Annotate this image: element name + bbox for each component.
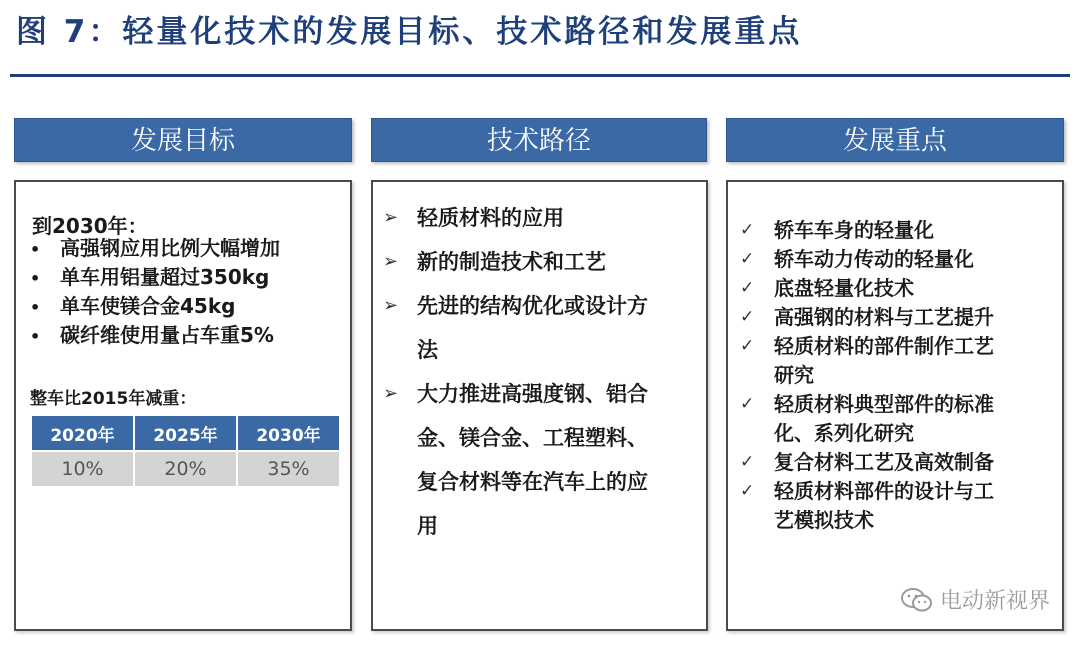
check-icon: ✓ (740, 452, 755, 472)
reduction-heading: 整车比2015年减重： (30, 389, 197, 409)
list-item: • 高强钢应用比例大幅增加 (30, 234, 280, 263)
table-cell: 10% (32, 450, 133, 486)
table-header-row (32, 416, 339, 450)
wechat-icon (900, 587, 934, 613)
list-item-text: 高强钢的材料与工艺提升 (774, 305, 994, 329)
goals-list (30, 234, 280, 350)
table-header-cell: 2020年 (32, 416, 133, 450)
focus-panel (726, 180, 1064, 631)
arrow-bullet-icon: ➢ (383, 251, 399, 272)
list-item (740, 477, 1058, 535)
list-item (740, 303, 1058, 332)
bullet-icon: • (30, 298, 41, 317)
list-item-text: 轻质材料典型部件的标准 化、系列化研究 (774, 392, 994, 445)
list-item-text: 轻质材料的应用 (417, 206, 564, 230)
table-cell: 20% (135, 450, 236, 486)
list-item: • 单车用铝量超过350kg (30, 263, 280, 292)
list-item (740, 332, 1058, 390)
check-icon: ✓ (740, 249, 755, 269)
list-item-text: 轻质材料部件的设计与工 艺模拟技术 (774, 479, 994, 532)
list-item-text: 大力推进高强度钢、铝合 金、镁合金、工程塑料、 复合材料等在汽车上的应 用 (417, 382, 648, 538)
list-item-text: 底盘轻量化技术 (774, 276, 914, 300)
list-item (740, 216, 1058, 245)
check-icon: ✓ (740, 336, 755, 356)
list-item (740, 390, 1058, 448)
list-item (383, 196, 695, 240)
watermark-text: 电动新视界 (939, 589, 1050, 614)
table-row (32, 450, 339, 486)
list-item-text: 复合材料工艺及高效制备 (774, 450, 994, 474)
check-icon: ✓ (740, 307, 755, 327)
list-item-text: 先进的结构优化或设计方 法 (417, 294, 648, 362)
list-item (383, 240, 695, 284)
focus-list (740, 216, 1058, 535)
arrow-bullet-icon: ➢ (383, 295, 399, 316)
check-icon: ✓ (740, 394, 755, 414)
list-item-text: 轿车动力传动的轻量化 (774, 247, 974, 271)
arrow-bullet-icon: ➢ (383, 383, 399, 404)
paths-panel (371, 180, 708, 631)
reduction-table (30, 416, 341, 486)
bullet-icon: • (30, 269, 41, 288)
goals-heading: 到2030年： (32, 214, 148, 238)
figure-title: 图 7：轻量化技术的发展目标、技术路径和发展重点 (16, 14, 803, 50)
list-item (740, 245, 1058, 274)
list-item (740, 448, 1058, 477)
focus-header: 发展重点 (726, 118, 1064, 162)
list-item-text: 轿车车身的轻量化 (774, 218, 934, 242)
table-header-cell: 2025年 (135, 416, 236, 450)
check-icon: ✓ (740, 278, 755, 298)
bullet-icon: • (30, 327, 41, 346)
list-item-text: 轻质材料的部件制作工艺 研究 (774, 334, 994, 387)
check-icon: ✓ (740, 481, 755, 501)
title-divider (10, 74, 1070, 77)
list-item (383, 372, 695, 548)
table-cell: 35% (238, 450, 339, 486)
list-item (383, 284, 695, 372)
list-item-text: 新的制造技术和工艺 (417, 250, 606, 274)
bullet-icon: • (30, 240, 41, 259)
list-item: • 碳纤维使用量占车重5% (30, 321, 280, 350)
paths-header: 技术路径 (371, 118, 707, 162)
watermark (900, 584, 1050, 615)
table-header-cell: 2030年 (238, 416, 339, 450)
goals-header: 发展目标 (14, 118, 352, 162)
arrow-bullet-icon: ➢ (383, 207, 399, 228)
goals-panel (14, 180, 352, 631)
list-item: • 单车使镁合金45kg (30, 292, 280, 321)
paths-list (383, 196, 695, 548)
list-item (740, 274, 1058, 303)
check-icon: ✓ (740, 220, 755, 240)
